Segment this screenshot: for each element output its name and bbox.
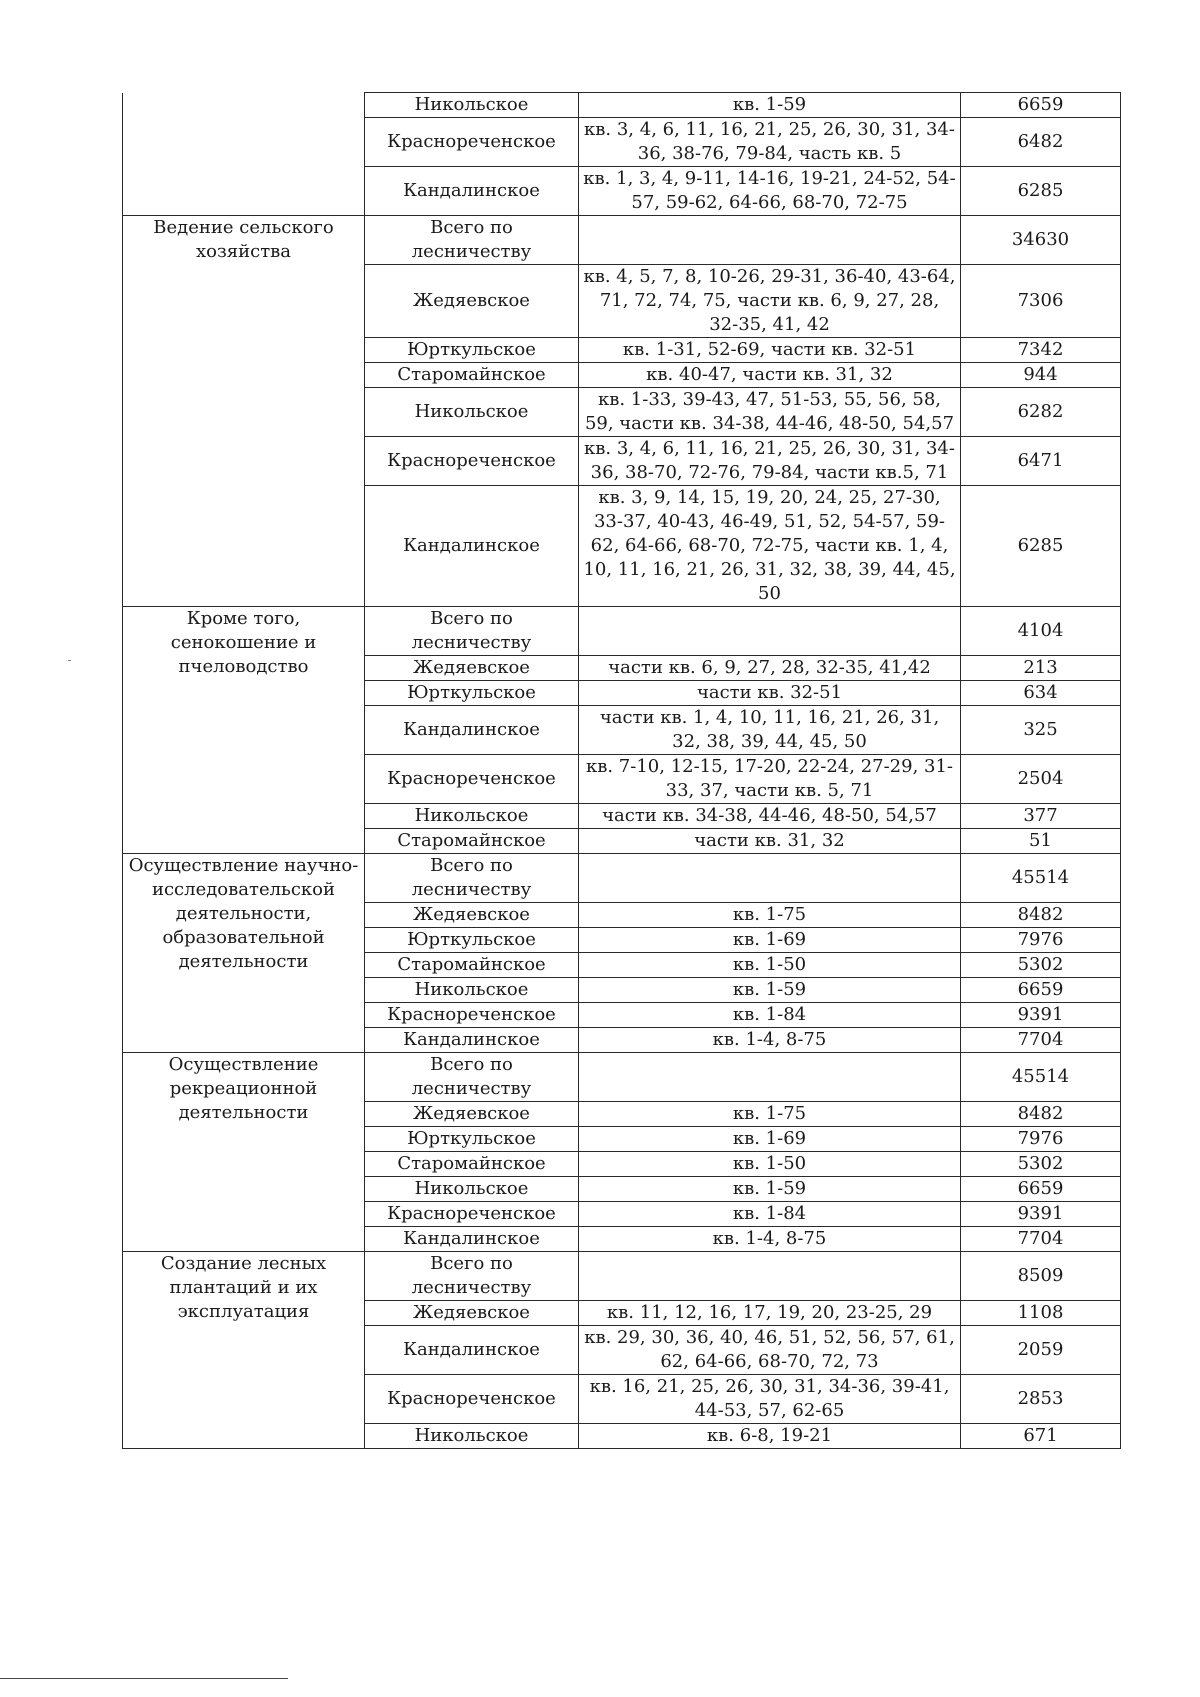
area-cell: 6285	[961, 167, 1121, 216]
forestry-cell: Кандалинское	[365, 1028, 579, 1053]
quarters-cell: части кв. 32-51	[579, 681, 961, 706]
quarters-cell: кв. 1-31, 52-69, части кв. 32-51	[579, 338, 961, 363]
table-total-row	[123, 1053, 1121, 1102]
forestry-cell: Жедяевское	[365, 1301, 579, 1326]
total-label-cell: Всего по лесничеству	[365, 607, 579, 656]
area-cell: 7306	[961, 265, 1121, 338]
area-cell: 671	[961, 1424, 1121, 1449]
forestry-cell: Никольское	[365, 978, 579, 1003]
area-cell: 8482	[961, 903, 1121, 928]
area-cell: 6659	[961, 978, 1121, 1003]
area-cell: 944	[961, 363, 1121, 388]
area-cell: 2504	[961, 755, 1121, 804]
forestry-cell: Юрткульское	[365, 1127, 579, 1152]
area-cell: 2059	[961, 1326, 1121, 1375]
quarters-cell: кв. 1, 3, 4, 9-11, 14-16, 19-21, 24-52, 54-57, 59-62, 64-66, 68-70, 72-75	[579, 167, 961, 216]
forestry-cell: Краснореченское	[365, 755, 579, 804]
forestry-cell: Жедяевское	[365, 903, 579, 928]
quarters-cell: кв. 1-59	[579, 1177, 961, 1202]
forestry-cell: Старомайнское	[365, 829, 579, 854]
forestry-cell: Кандалинское	[365, 167, 579, 216]
quarters-cell: кв. 29, 30, 36, 40, 46, 51, 52, 56, 57, 61, 62, 64-66, 68-70, 72, 73	[579, 1326, 961, 1375]
area-cell: 6659	[961, 93, 1121, 118]
forestry-cell: Юрткульское	[365, 928, 579, 953]
forestry-cell: Краснореченское	[365, 118, 579, 167]
quarters-cell: кв. 16, 21, 25, 26, 30, 31, 34-36, 39-41, 44-53, 57, 62-65	[579, 1375, 961, 1424]
quarters-cell: кв. 1-59	[579, 978, 961, 1003]
forestry-cell: Краснореченское	[365, 1375, 579, 1424]
table-body	[123, 93, 1121, 1449]
area-cell: 634	[961, 681, 1121, 706]
margin-mark	[68, 660, 71, 661]
forestry-cell: Краснореченское	[365, 1202, 579, 1227]
area-cell: 45514	[961, 1053, 1121, 1102]
forestry-cell: Жедяевское	[365, 656, 579, 681]
quarters-cell: кв. 11, 12, 16, 17, 19, 20, 23-25, 29	[579, 1301, 961, 1326]
quarters-cell: кв. 1-4, 8-75	[579, 1028, 961, 1053]
forestry-cell: Никольское	[365, 1424, 579, 1449]
area-cell: 51	[961, 829, 1121, 854]
area-cell: 7976	[961, 928, 1121, 953]
total-label-cell: Всего по лесничеству	[365, 216, 579, 265]
area-cell: 9391	[961, 1003, 1121, 1028]
area-cell: 6282	[961, 388, 1121, 437]
area-cell: 6482	[961, 118, 1121, 167]
area-cell: 5302	[961, 953, 1121, 978]
use-type-cell: Кроме того, сенокошение и пчеловодство	[123, 607, 365, 854]
quarters-cell: кв. 1-69	[579, 1127, 961, 1152]
table-total-row	[123, 607, 1121, 656]
quarters-cell: кв. 3, 4, 6, 11, 16, 21, 25, 26, 30, 31, 34-36, 38-76, 79-84, часть кв. 5	[579, 118, 961, 167]
quarters-cell: части кв. 1, 4, 10, 11, 16, 21, 26, 31, 32, 38, 39, 44, 45, 50	[579, 706, 961, 755]
area-cell: 213	[961, 656, 1121, 681]
area-cell: 6659	[961, 1177, 1121, 1202]
area-cell: 4104	[961, 607, 1121, 656]
area-cell: 6285	[961, 486, 1121, 607]
quarters-cell: кв. 1-84	[579, 1202, 961, 1227]
forestry-cell: Старомайнское	[365, 363, 579, 388]
forest-use-table	[122, 92, 1121, 1449]
forestry-cell: Никольское	[365, 388, 579, 437]
quarters-cell	[579, 1053, 961, 1102]
table-total-row	[123, 216, 1121, 265]
quarters-cell: кв. 1-75	[579, 903, 961, 928]
area-cell: 8509	[961, 1252, 1121, 1301]
quarters-cell: части кв. 6, 9, 27, 28, 32-35, 41,42	[579, 656, 961, 681]
quarters-cell: кв. 1-84	[579, 1003, 961, 1028]
forestry-cell: Краснореченское	[365, 1003, 579, 1028]
quarters-cell	[579, 607, 961, 656]
area-cell: 2853	[961, 1375, 1121, 1424]
use-type-cell: Осуществление рекреационной деятельности	[123, 1053, 365, 1252]
forestry-cell: Старомайнское	[365, 953, 579, 978]
forestry-cell: Краснореченское	[365, 437, 579, 486]
area-cell: 8482	[961, 1102, 1121, 1127]
quarters-cell: кв. 1-75	[579, 1102, 961, 1127]
footnote-separator	[0, 1678, 288, 1679]
quarters-cell: кв. 1-69	[579, 928, 961, 953]
quarters-cell: кв. 3, 9, 14, 15, 19, 20, 24, 25, 27-30, 33-37, 40-43, 46-49, 51, 52, 54-57, 59-62, 64-66, 68-70, 72-75, части кв. 1, 4, 10, 11, 16, 21, 26, 31, 32, 38, 39, 44, 45, 50	[579, 486, 961, 607]
forestry-cell: Никольское	[365, 1177, 579, 1202]
quarters-cell: кв. 7-10, 12-15, 17-20, 22-24, 27-29, 31-33, 37, части кв. 5, 71	[579, 755, 961, 804]
quarters-cell: кв. 1-33, 39-43, 47, 51-53, 55, 56, 58, 59, части кв. 34-38, 44-46, 48-50, 54,57	[579, 388, 961, 437]
quarters-cell: кв. 3, 4, 6, 11, 16, 21, 25, 26, 30, 31, 34-36, 38-70, 72-76, 79-84, части кв.5, 71	[579, 437, 961, 486]
quarters-cell: кв. 6-8, 19-21	[579, 1424, 961, 1449]
quarters-cell: кв. 1-50	[579, 953, 961, 978]
total-label-cell: Всего по лесничеству	[365, 1252, 579, 1301]
quarters-cell	[579, 1252, 961, 1301]
area-cell: 7704	[961, 1227, 1121, 1252]
area-cell: 1108	[961, 1301, 1121, 1326]
table-row	[123, 93, 1121, 118]
forestry-cell: Жедяевское	[365, 1102, 579, 1127]
forestry-cell: Жедяевское	[365, 265, 579, 338]
quarters-cell: кв. 1-50	[579, 1152, 961, 1177]
forestry-cell: Никольское	[365, 804, 579, 829]
total-label-cell: Всего по лесничеству	[365, 1053, 579, 1102]
forestry-cell: Кандалинское	[365, 486, 579, 607]
forestry-cell: Юрткульское	[365, 338, 579, 363]
use-type-cell: Осуществление научно-исследовательской деятельности, образовательной деятельности	[123, 854, 365, 1053]
forestry-cell: Кандалинское	[365, 1326, 579, 1375]
area-cell: 7976	[961, 1127, 1121, 1152]
area-cell: 5302	[961, 1152, 1121, 1177]
forestry-cell: Кандалинское	[365, 706, 579, 755]
area-cell: 9391	[961, 1202, 1121, 1227]
area-cell: 377	[961, 804, 1121, 829]
quarters-cell	[579, 216, 961, 265]
quarters-cell: кв. 1-4, 8-75	[579, 1227, 961, 1252]
quarters-cell: кв. 40-47, части кв. 31, 32	[579, 363, 961, 388]
area-cell: 45514	[961, 854, 1121, 903]
forestry-cell: Кандалинское	[365, 1227, 579, 1252]
area-cell: 7342	[961, 338, 1121, 363]
quarters-cell: кв. 1-59	[579, 93, 961, 118]
quarters-cell: кв. 4, 5, 7, 8, 10-26, 29-31, 36-40, 43-64, 71, 72, 74, 75, части кв. 6, 9, 27, 28, 32-35, 41, 42	[579, 265, 961, 338]
area-cell: 7704	[961, 1028, 1121, 1053]
area-cell: 34630	[961, 216, 1121, 265]
use-type-cell	[123, 93, 365, 216]
use-type-cell: Создание лесных плантаций и их эксплуатация	[123, 1252, 365, 1449]
table-total-row	[123, 854, 1121, 903]
forestry-cell: Старомайнское	[365, 1152, 579, 1177]
quarters-cell	[579, 854, 961, 903]
forestry-cell: Юрткульское	[365, 681, 579, 706]
table-total-row	[123, 1252, 1121, 1301]
total-label-cell: Всего по лесничеству	[365, 854, 579, 903]
area-cell: 325	[961, 706, 1121, 755]
forestry-cell: Никольское	[365, 93, 579, 118]
quarters-cell: части кв. 34-38, 44-46, 48-50, 54,57	[579, 804, 961, 829]
use-type-cell: Ведение сельского хозяйства	[123, 216, 365, 607]
area-cell: 6471	[961, 437, 1121, 486]
quarters-cell: части кв. 31, 32	[579, 829, 961, 854]
